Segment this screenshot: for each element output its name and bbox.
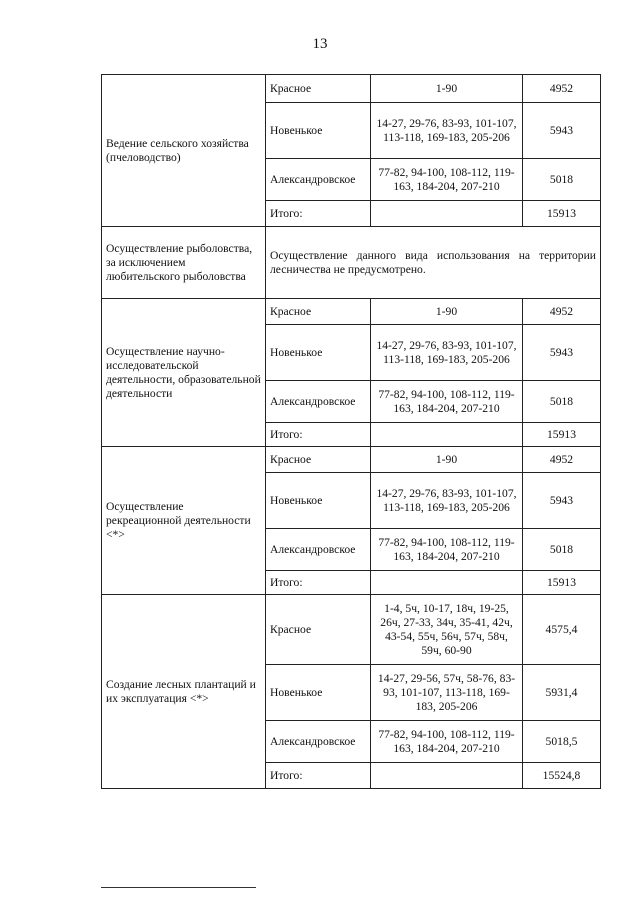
quarters-cell: 77-82, 94-100, 108-112, 119-163, 184-204, 207-210 bbox=[371, 529, 523, 571]
area-cell: 5943 bbox=[523, 473, 601, 529]
quarters-cell: 1-90 bbox=[371, 299, 523, 325]
forestry-cell: Новенькое bbox=[266, 665, 371, 721]
quarters-cell: 1-4, 5ч, 10-17, 18ч, 19-25, 26ч, 27-33, 34ч, 35-41, 42ч, 43-54, 55ч, 56ч, 57ч, 58ч, 59ч, 60-90 bbox=[371, 595, 523, 665]
note-cell: Осуществление данного вида использования на территории лесничества не предусмотрено. bbox=[266, 227, 601, 299]
area-cell: 4575,4 bbox=[523, 595, 601, 665]
total-area: 15913 bbox=[523, 423, 601, 447]
quarters-cell: 14-27, 29-76, 83-93, 101-107, 113-118, 169-183, 205-206 bbox=[371, 103, 523, 159]
forestry-cell: Красное bbox=[266, 595, 371, 665]
quarters-cell-empty bbox=[371, 423, 523, 447]
area-cell: 4952 bbox=[523, 447, 601, 473]
table-row bbox=[102, 75, 601, 103]
quarters-cell: 14-27, 29-76, 83-93, 101-107, 113-118, 169-183, 205-206 bbox=[371, 325, 523, 381]
quarters-cell-empty bbox=[371, 571, 523, 595]
forestry-cell: Красное bbox=[266, 447, 371, 473]
total-area: 15524,8 bbox=[523, 763, 601, 789]
forestry-cell: Красное bbox=[266, 299, 371, 325]
activity-cell: Осуществление научно-исследовательской деятельности, образовательной деятельности bbox=[102, 299, 266, 447]
activity-cell: Осуществление рыболовства, за исключением любительского рыболовства bbox=[102, 227, 266, 299]
total-label: Итого: bbox=[266, 571, 371, 595]
forestry-cell: Новенькое bbox=[266, 473, 371, 529]
quarters-cell: 1-90 bbox=[371, 447, 523, 473]
forestry-cell: Александровское bbox=[266, 721, 371, 763]
total-label: Итого: bbox=[266, 201, 371, 227]
total-area: 15913 bbox=[523, 201, 601, 227]
forestry-cell: Красное bbox=[266, 75, 371, 103]
page-number: 13 bbox=[312, 36, 328, 52]
total-label: Итого: bbox=[266, 423, 371, 447]
quarters-cell: 77-82, 94-100, 108-112, 119-163, 184-204, 207-210 bbox=[371, 381, 523, 423]
activity-cell: Ведение сельского хозяйства (пчеловодство) bbox=[102, 75, 266, 227]
forestry-cell: Новенькое bbox=[266, 325, 371, 381]
total-area: 15913 bbox=[523, 571, 601, 595]
table-row bbox=[102, 447, 601, 473]
forestry-cell: Новенькое bbox=[266, 103, 371, 159]
quarters-cell: 77-82, 94-100, 108-112, 119-163, 184-204, 207-210 bbox=[371, 159, 523, 201]
area-cell: 5943 bbox=[523, 103, 601, 159]
area-cell: 5018 bbox=[523, 381, 601, 423]
total-label: Итого: bbox=[266, 763, 371, 789]
area-cell: 5018 bbox=[523, 159, 601, 201]
forest-use-table bbox=[101, 74, 601, 789]
table-row bbox=[102, 595, 601, 665]
quarters-cell: 14-27, 29-76, 83-93, 101-107, 113-118, 169-183, 205-206 bbox=[371, 473, 523, 529]
quarters-cell-empty bbox=[371, 201, 523, 227]
table-row bbox=[102, 227, 601, 299]
forestry-cell: Александровское bbox=[266, 529, 371, 571]
area-cell: 5943 bbox=[523, 325, 601, 381]
quarters-cell: 14-27, 29-56, 57ч, 58-76, 83-93, 101-107, 113-118, 169-183, 205-206 bbox=[371, 665, 523, 721]
activity-cell: Создание лесных плантаций и их эксплуатация <*> bbox=[102, 595, 266, 789]
quarters-cell: 77-82, 94-100, 108-112, 119-163, 184-204, 207-210 bbox=[371, 721, 523, 763]
activity-cell: Осуществление рекреационной деятельности <*> bbox=[102, 447, 266, 595]
forestry-cell: Александровское bbox=[266, 381, 371, 423]
quarters-cell: 1-90 bbox=[371, 75, 523, 103]
area-cell: 5018,5 bbox=[523, 721, 601, 763]
table-row bbox=[102, 299, 601, 325]
area-cell: 5018 bbox=[523, 529, 601, 571]
quarters-cell-empty bbox=[371, 763, 523, 789]
footnote-separator bbox=[101, 887, 256, 888]
area-cell: 4952 bbox=[523, 75, 601, 103]
area-cell: 4952 bbox=[523, 299, 601, 325]
table-body bbox=[102, 75, 601, 789]
area-cell: 5931,4 bbox=[523, 665, 601, 721]
forestry-cell: Александровское bbox=[266, 159, 371, 201]
